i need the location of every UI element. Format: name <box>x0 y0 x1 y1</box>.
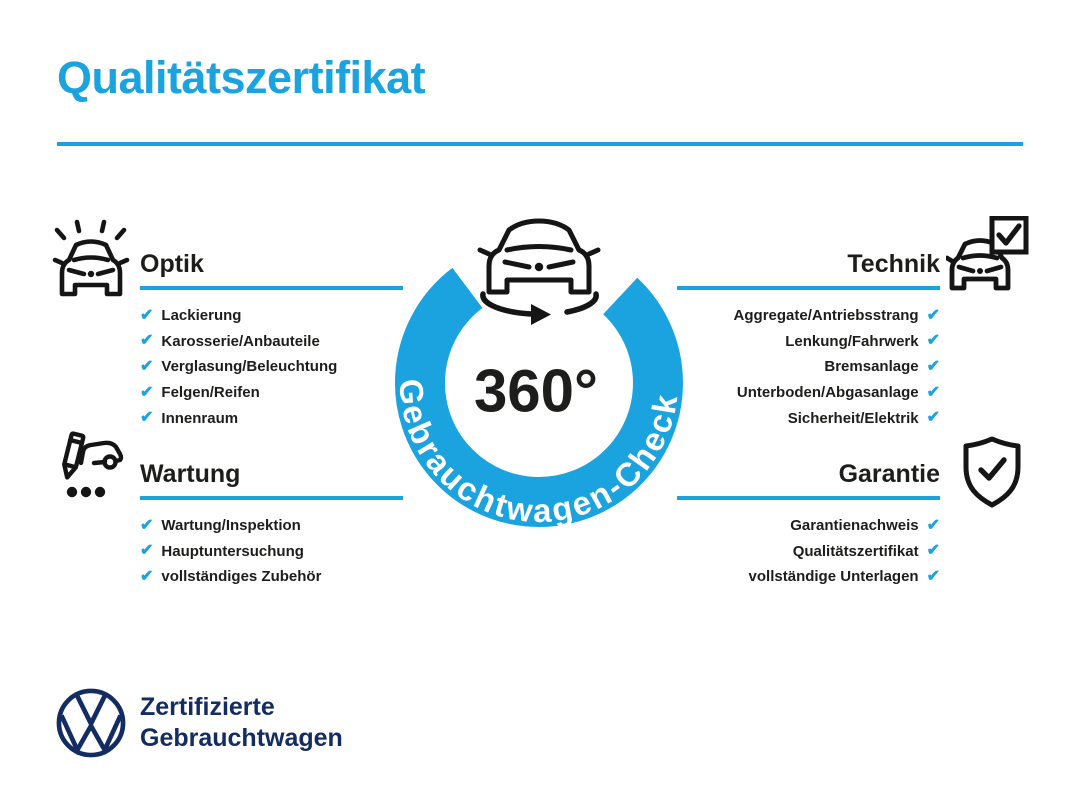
check-item <box>140 303 403 329</box>
title-divider <box>57 142 1023 146</box>
section-title-optik: Optik <box>140 250 204 278</box>
shiny-car-icon <box>52 218 130 300</box>
check-item <box>677 329 940 355</box>
car-360-rotation-icon <box>480 221 598 325</box>
degree-label: 360° <box>473 357 599 425</box>
brand-line-1: Zertifizierte <box>140 693 275 721</box>
section-title-garantie: Garantie <box>838 460 940 488</box>
checkmark-icon: ✔ <box>926 516 940 534</box>
checkmark-icon: ✔ <box>140 332 154 350</box>
check-item <box>677 354 940 380</box>
section-technik <box>677 250 940 431</box>
check-item-label: Innenraum <box>161 409 239 427</box>
badge-ring-label: Gebrauchtwagen-Check <box>392 377 685 530</box>
check-item <box>140 405 403 431</box>
checklist-technik <box>677 303 940 431</box>
checkmark-icon: ✔ <box>140 567 154 585</box>
shield-check-icon <box>956 434 1028 510</box>
brand-wordmark <box>140 692 343 754</box>
service-checklist-icon <box>50 430 128 502</box>
check-item <box>677 303 940 329</box>
section-underline <box>140 496 403 500</box>
check-item-label: Hauptuntersuchung <box>161 542 304 560</box>
check-item-label: Aggregate/Antriebsstrang <box>733 307 919 325</box>
section-garantie <box>677 460 940 590</box>
vw-logo <box>55 687 127 759</box>
checkmark-icon: ✔ <box>926 567 940 585</box>
checkmark-icon: ✔ <box>140 516 154 534</box>
checklist-optik <box>140 303 403 431</box>
page-title: Qualitätszertifikat <box>57 52 426 103</box>
checkmark-icon: ✔ <box>140 383 154 401</box>
check-item-label: Lackierung <box>161 307 242 325</box>
check-item <box>677 513 940 539</box>
checkmark-icon: ✔ <box>926 357 940 375</box>
checkmark-icon: ✔ <box>140 409 154 427</box>
check-item-label: Unterboden/Abgasanlage <box>736 384 919 402</box>
section-underline <box>140 286 403 290</box>
check-item-label: Felgen/Reifen <box>161 384 260 402</box>
checkmark-icon: ✔ <box>140 542 154 560</box>
checklist-wartung <box>140 513 403 590</box>
checkmark-icon: ✔ <box>926 332 940 350</box>
section-wartung <box>140 460 403 590</box>
check-item <box>677 564 940 590</box>
checkmark-icon: ✔ <box>926 306 940 324</box>
360-degree-badge <box>375 200 705 545</box>
check-item <box>140 380 403 406</box>
check-item <box>140 539 403 565</box>
brand-line-2: Gebrauchtwagen <box>140 724 343 752</box>
checkmark-icon: ✔ <box>140 306 154 324</box>
check-item-label: Garantienachweis <box>790 517 919 535</box>
check-item-label: Sicherheit/Elektrik <box>787 409 919 427</box>
section-underline <box>677 286 940 290</box>
check-item-label: Karosserie/Anbauteile <box>161 332 320 350</box>
checkmark-icon: ✔ <box>926 383 940 401</box>
check-item <box>140 329 403 355</box>
check-item-label: Qualitätszertifikat <box>792 542 919 560</box>
check-item-label: Bremsanlage <box>824 358 919 376</box>
checkmark-icon: ✔ <box>926 409 940 427</box>
check-item <box>677 380 940 406</box>
check-item <box>140 513 403 539</box>
check-item-label: vollständige Unterlagen <box>748 568 919 586</box>
check-item <box>677 539 940 565</box>
check-item <box>140 564 403 590</box>
check-item <box>677 405 940 431</box>
section-title-technik: Technik <box>847 250 940 278</box>
section-underline <box>677 496 940 500</box>
section-optik <box>140 250 403 431</box>
car-checkbox-icon <box>946 216 1030 296</box>
check-item-label: vollständiges Zubehör <box>161 568 322 586</box>
checklist-garantie <box>677 513 940 590</box>
check-item-label: Wartung/Inspektion <box>161 517 301 535</box>
section-title-wartung: Wartung <box>140 460 241 488</box>
check-item-label: Lenkung/Fahrwerk <box>785 332 919 350</box>
checkmark-icon: ✔ <box>926 542 940 560</box>
check-item-label: Verglasung/Beleuchtung <box>161 358 338 376</box>
checkmark-icon: ✔ <box>140 357 154 375</box>
check-item <box>140 354 403 380</box>
